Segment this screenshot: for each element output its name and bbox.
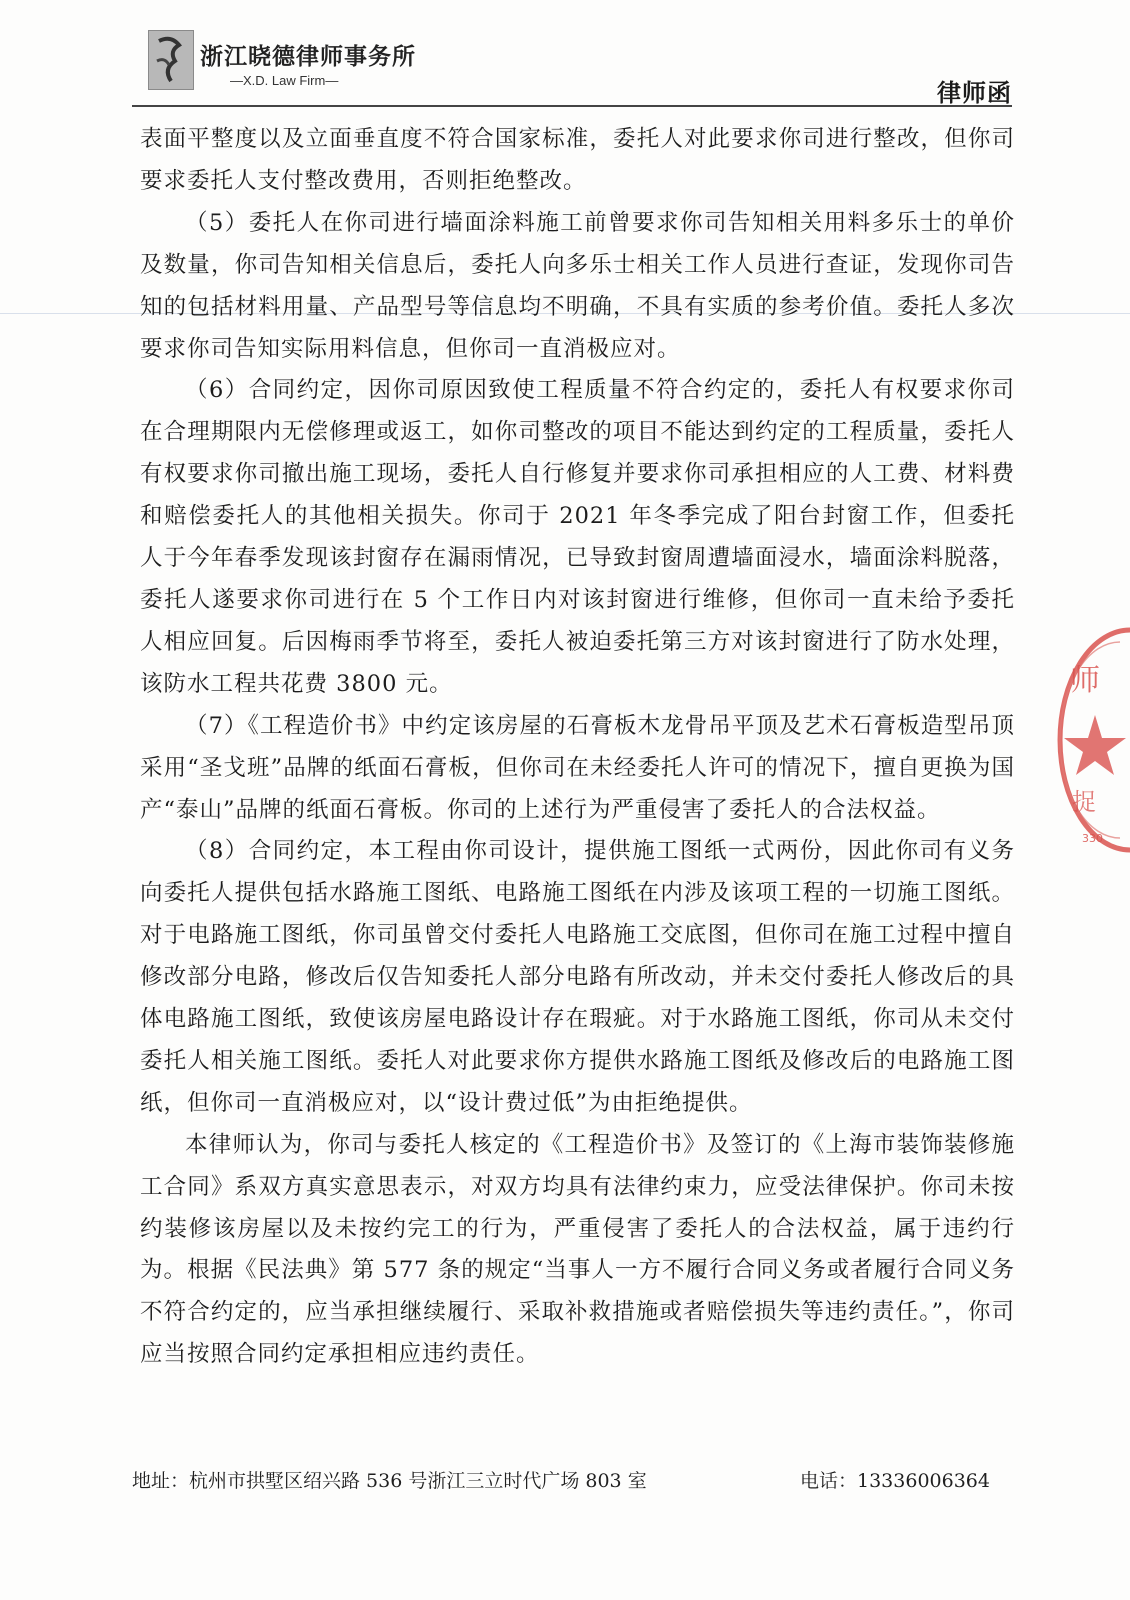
seal-character: 捉	[1072, 788, 1096, 816]
seal-code: 330	[1082, 832, 1103, 845]
paragraph: （5）委托人在你司进行墙面涂料施工前曾要求你司告知相关用料多乐士的单价及数量，你司告知相关信息后，委托人向多乐士相关工作人员进行查证，发现你司告知的包括材料用量、产品型号等信息均不明确，不具有实质的参考价值。委托人多次要求你司告知实际用料信息，但你司一直消极应对。	[140, 209, 1015, 362]
paragraph: （8）合同约定，本工程由你司设计，提供施工图纸一式两份，因此你司有义务向委托人提供包括水路施工图纸、电路施工图纸在内涉及该项工程的一切施工图纸。对于电路施工图纸，你司虽曾交付委托人电路施工交底图，但你司在施工过程中擅自修改部分电路，修改后仅告知委托人部分电路有所改动，并未交付委托人修改后的具体电路施工图纸，致使该房屋电路设计存在瑕疵。对于水路施工图纸，你司从未交付委托人相关施工图纸。委托人对此要求你方提供水路施工图纸及修改后的电路施工图纸，但你司一直消极应对，以“设计费过低”为由拒绝提供。	[140, 838, 1015, 1116]
seal-character: 师	[1070, 663, 1100, 698]
red-seal-stamp	[1050, 620, 1130, 860]
firm-logo	[148, 30, 194, 90]
document-type-title: 律师函	[937, 79, 1012, 107]
header-divider	[132, 105, 1012, 107]
firm-name: 浙江晓德律师事务所	[200, 44, 416, 70]
paragraph: （6）合同约定，因你司原因致使工程质量不符合约定的，委托人有权要求你司在合理期限内无偿修理或返工，如你司整改的项目不能达到约定的工程质量，委托人有权要求你司撤出施工现场，委托人自行修复并要求你司承担相应的人工费、材料费和赔偿委托人的其他相关损失。你司于 2021 年冬季完成了阳台封窗工作，但委托人于今年春季发现该封窗存在漏雨情况，已导致封窗周遭墙面浸水，墙面涂料脱落，委托人遂要求你司进行在 5 个工作日内对该封窗进行维修，但你司一直未给予委托人相应回复。后因梅雨季节将至，委托人被迫委托第三方对该封窗进行了防水处理，该防水工程共花费 3800 元。	[140, 377, 1015, 697]
footer-phone: 电话：13336006364	[800, 1470, 990, 1492]
paragraph: （7）《工程造价书》中约定该房屋的石膏板木龙骨吊平顶及艺术石膏板造型吊顶采用“圣戈班”品牌的纸面石膏板，但你司在未经委托人许可的情况下，擅自更换为国产“泰山”品牌的纸面石膏板。你司的上述行为严重侵害了委托人的合法权益。	[140, 712, 1015, 823]
firm-name-english: —X.D. Law Firm—	[230, 73, 339, 88]
seal-star-icon	[1064, 715, 1126, 775]
paragraph: 本律师认为，你司与委托人核定的《工程造价书》及签订的《上海市装饰装修施工合同》系双方真实意思表示，对双方均具有法律约束力，应受法律保护。你司未按约装修该房屋以及未按约完工的行为，严重侵害了委托人的合法权益，属于违约行为。根据《民法典》第 577 条的规定“当事人一方不履行合同义务或者履行合同义务不符合约定的，应当承担继续履行、采取补救措施或者赔偿损失等违约责任。”，你司应当按照合同约定承担相应违约责任。	[140, 1131, 1015, 1368]
letter-body	[140, 119, 1015, 1376]
paragraph: 表面平整度以及立面垂直度不符合国家标准，委托人对此要求你司进行整改，但你司要求委托人支付整改费用，否则拒绝整改。	[140, 126, 1015, 194]
footer-address: 地址：杭州市拱墅区绍兴路 536 号浙江三立时代广场 803 室	[132, 1470, 647, 1492]
